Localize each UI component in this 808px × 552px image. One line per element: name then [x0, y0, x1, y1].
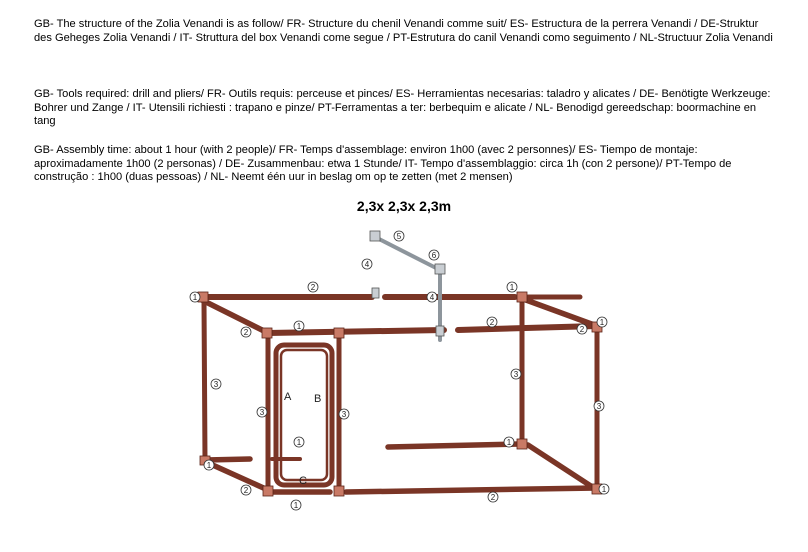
- svg-text:1: 1: [601, 485, 607, 494]
- svg-text:3: 3: [259, 408, 265, 417]
- svg-text:2: 2: [243, 328, 249, 337]
- bottom-rails: [206, 444, 597, 492]
- svg-text:4: 4: [429, 293, 435, 302]
- door-letter-a: A: [284, 391, 292, 403]
- svg-text:1: 1: [296, 322, 302, 331]
- part-label-5: [394, 231, 404, 241]
- part-label-6: [429, 250, 439, 260]
- part-label-4: [427, 292, 437, 302]
- part-label-2: [241, 485, 251, 495]
- svg-text:2: 2: [579, 325, 585, 334]
- svg-text:1: 1: [509, 283, 515, 292]
- svg-text:5: 5: [396, 232, 402, 241]
- part-label-1: [599, 484, 609, 494]
- svg-text:1: 1: [296, 438, 302, 447]
- svg-text:1: 1: [206, 461, 212, 470]
- part-label-3: [511, 369, 521, 379]
- part-label-2: [488, 492, 498, 502]
- structure-text: GB- The structure of the Zolia Venandi is as follow/ FR- Structure du chenil Venandi comme suit/ ES- Estructura de la perrera Venandi / DE-Struktur des Geheges Zolia Venandi / IT- Struttura del box Venandi come segue / PT-Estrutura do canil Venandi como seguimento / NL-Structuur Zolia Venandi: [34, 18, 773, 44]
- svg-text:3: 3: [513, 370, 519, 379]
- part-label-3: [594, 401, 604, 411]
- part-label-1: [294, 437, 304, 447]
- svg-text:3: 3: [213, 380, 219, 389]
- svg-text:2: 2: [490, 493, 496, 502]
- part-label-1: [204, 460, 214, 470]
- svg-text:3: 3: [341, 410, 347, 419]
- svg-text:1: 1: [293, 501, 299, 510]
- svg-text:1: 1: [192, 293, 198, 302]
- tools-text: GB- Tools required: drill and pliers/ FR- Outils requis: perceuse et pinces/ ES- Herramientas necesarias: taladro y alicates / DE- Benötigte Werkzeuge: Bohrer und Zange / IT- Utensili richiesti : trapano e pinze/ PT-Ferramentas a ter: berbequim e alicate / NL- Benodigd gereedschap: boormachine en tang: [34, 88, 771, 128]
- front-top-rail: [268, 326, 597, 333]
- part-label-3: [339, 409, 349, 419]
- part-label-2: [308, 282, 318, 292]
- dimensions-title: 2,3x 2,3x 2,3m: [356, 198, 452, 214]
- part-label-4: [362, 259, 372, 269]
- door-letter-c: C: [299, 475, 307, 487]
- svg-text:2: 2: [489, 318, 495, 327]
- corner-connectors: [198, 292, 602, 496]
- part-label-1: [597, 317, 607, 327]
- part-label-2: [577, 324, 587, 334]
- part-label-1: [504, 437, 514, 447]
- part-label-2: [241, 327, 251, 337]
- part-label-1: [291, 500, 301, 510]
- part-label-3: [257, 407, 267, 417]
- door-letter-b: B: [314, 393, 322, 405]
- svg-text:2: 2: [243, 486, 249, 495]
- part-label-2: [487, 317, 497, 327]
- svg-text:4: 4: [364, 260, 370, 269]
- assembly-time-text: GB- Assembly time: about 1 hour (with 2 people)/ FR- Temps d'assemblage: environ 1h00 (avec 2 personnes)/ ES- Tiempo de montaje: aproximadamente 1h00 (2 personas) / DE- Zusammenbau: etwa 1 Stunde/ IT- Tempo d'assemblaggio: circa 1h (con 2 persone)/ PT-Tempo de construção : 1h00 (duas pessoas) / NL- Neemt één uur in beslag om op te zetten (met 2 mensen): [34, 144, 732, 184]
- door-frame: [276, 345, 332, 485]
- part-label-1: [190, 292, 200, 302]
- svg-text:6: 6: [431, 251, 437, 260]
- part-label-3: [211, 379, 221, 389]
- svg-text:3: 3: [596, 402, 602, 411]
- svg-text:1: 1: [599, 318, 605, 327]
- svg-text:1: 1: [506, 438, 512, 447]
- roof-support: [370, 231, 445, 340]
- svg-text:2: 2: [310, 283, 316, 292]
- part-label-1: [507, 282, 517, 292]
- part-label-1: [294, 321, 304, 331]
